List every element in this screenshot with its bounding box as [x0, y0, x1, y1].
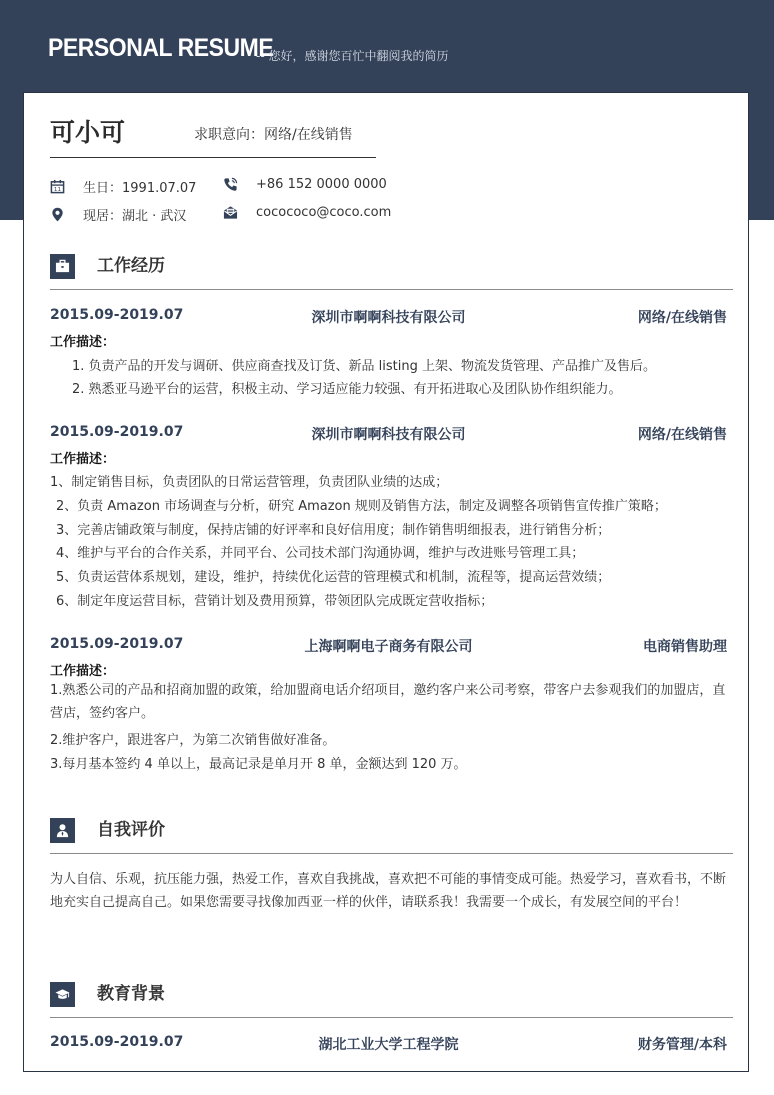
- edu-section-title: 教育背景: [97, 984, 165, 1004]
- job-date: 2015.09-2019.07: [50, 636, 184, 652]
- job-company: 深圳市啊啊科技有限公司: [311, 427, 466, 443]
- edu-date: 2015.09-2019.07: [50, 1034, 184, 1050]
- job-desc-line: 3、完善店铺政策与制度，保持店铺的好评率和良好信用度；制作销售明细报表，进行销售分析；: [56, 523, 611, 538]
- job-desc-line: 2.维护客户，跟进客户，为第二次销售做好准备。: [50, 733, 336, 748]
- location-text: 现居：湖北 · 武汉: [83, 209, 187, 224]
- phone-icon: [223, 177, 238, 192]
- job-desc-label: 工作描述：: [50, 664, 116, 679]
- job-desc-line: 5、负责运营体系规划，建设，维护，持续优化运营的管理模式和机制，流程等，提高运营效绩；: [56, 570, 611, 585]
- candidate-name: 可小可: [50, 118, 126, 147]
- self-eval-text: 为人自信、乐观，抗压能力强，热爱工作，喜欢自我挑战，喜欢把不可能的事情变成可能。热爱学习，喜欢看书，不断地充实自己提高自己。如果您需要寻找像加西亚一样的伙伴，请联系我！我需要一个成长，有发展空间的平台！: [50, 872, 727, 910]
- phone-info: [223, 177, 387, 192]
- edu-major: 财务管理/本科: [637, 1037, 727, 1053]
- resume-card: [23, 92, 749, 1072]
- job-desc-paragraph: 1.熟悉公司的产品和招商加盟的政策，给加盟商电话介绍项目，邀约客户来公司考察，带客户去参观我们的加盟店，直营店，签约客户。: [50, 683, 726, 721]
- job-desc-line: 1. 负责产品的开发与调研、供应商查找及订货、新品 listing 上架、物流发货管理、产品推广及售后。: [72, 359, 656, 374]
- job-desc-line: 6、制定年度运营目标，营销计划及费用预算，带领团队完成既定营收指标；: [56, 594, 494, 609]
- job-intent: 求职意向：网络/在线销售: [194, 127, 353, 143]
- edu-section-icon-box: [50, 982, 75, 1007]
- job-desc-line: 2. 熟悉亚马逊平台的运营，积极主动、学习适应能力较强、有开拓进取心及团队协作组织能力。: [72, 382, 622, 397]
- email-text: cocococo@coco.com: [256, 205, 392, 220]
- self-section-icon-box: [50, 818, 75, 843]
- location-info: [50, 205, 186, 224]
- mail-icon: [223, 205, 238, 220]
- job-desc-line: 4、维护与平台的合作关系，并同平台、公司技术部门沟通协调，维护与改进账号管理工具；: [56, 546, 585, 561]
- name-divider: [50, 157, 376, 158]
- graduation-cap-icon: [55, 987, 70, 1002]
- self-section-rule: [50, 853, 733, 854]
- birth-info: [50, 177, 196, 196]
- work-section-rule: [50, 289, 733, 290]
- job-position: 电商销售助理: [643, 639, 727, 655]
- work-section-title: 工作经历: [97, 256, 165, 276]
- svg-text:11: 11: [53, 187, 62, 194]
- calendar-icon: [50, 179, 65, 194]
- location-pin-icon: [50, 207, 65, 222]
- job-desc-label: 工作描述：: [50, 452, 116, 467]
- edu-section-rule: [50, 1017, 733, 1018]
- job-position: 网络/在线销售: [637, 427, 727, 443]
- work-section-header: [50, 254, 733, 284]
- job-desc-line: 3.每月基本签约 4 单以上，最高记录是单月开 8 单，金额达到 120 万。: [50, 757, 467, 772]
- self-section-title: 自我评价: [97, 820, 165, 840]
- edu-school: 湖北工业大学工程学院: [318, 1037, 459, 1053]
- briefcase-icon: [55, 259, 70, 274]
- job-company: 上海啊啊电子商务有限公司: [304, 639, 473, 655]
- self-section-header: [50, 818, 733, 848]
- edu-section-header: [50, 982, 733, 1012]
- work-section-icon-box: [50, 254, 75, 279]
- person-icon: [55, 823, 70, 838]
- job-company: 深圳市啊啊科技有限公司: [311, 310, 466, 326]
- resume-subtitle: -- 您好，感谢您百忙中翻阅我的简历: [256, 49, 449, 63]
- job-desc-label: 工作描述：: [50, 335, 116, 350]
- email-info: [223, 205, 391, 220]
- phone-text: +86 152 0000 0000: [256, 177, 387, 192]
- job-desc-line: 1、制定销售目标，负责团队的日常运营管理，负责团队业绩的达成；: [50, 475, 449, 490]
- job-date: 2015.09-2019.07: [50, 307, 184, 323]
- job-desc-line: 2、负责 Amazon 市场调查与分析，研究 Amazon 规则及销售方法，制定及调整各项销售宣传推广策略；: [56, 499, 667, 514]
- resume-title: PERSONAL RESUME: [48, 34, 274, 62]
- birth-text: 生日：1991.07.07: [83, 181, 197, 196]
- job-date: 2015.09-2019.07: [50, 424, 184, 440]
- job-position: 网络/在线销售: [637, 310, 727, 326]
